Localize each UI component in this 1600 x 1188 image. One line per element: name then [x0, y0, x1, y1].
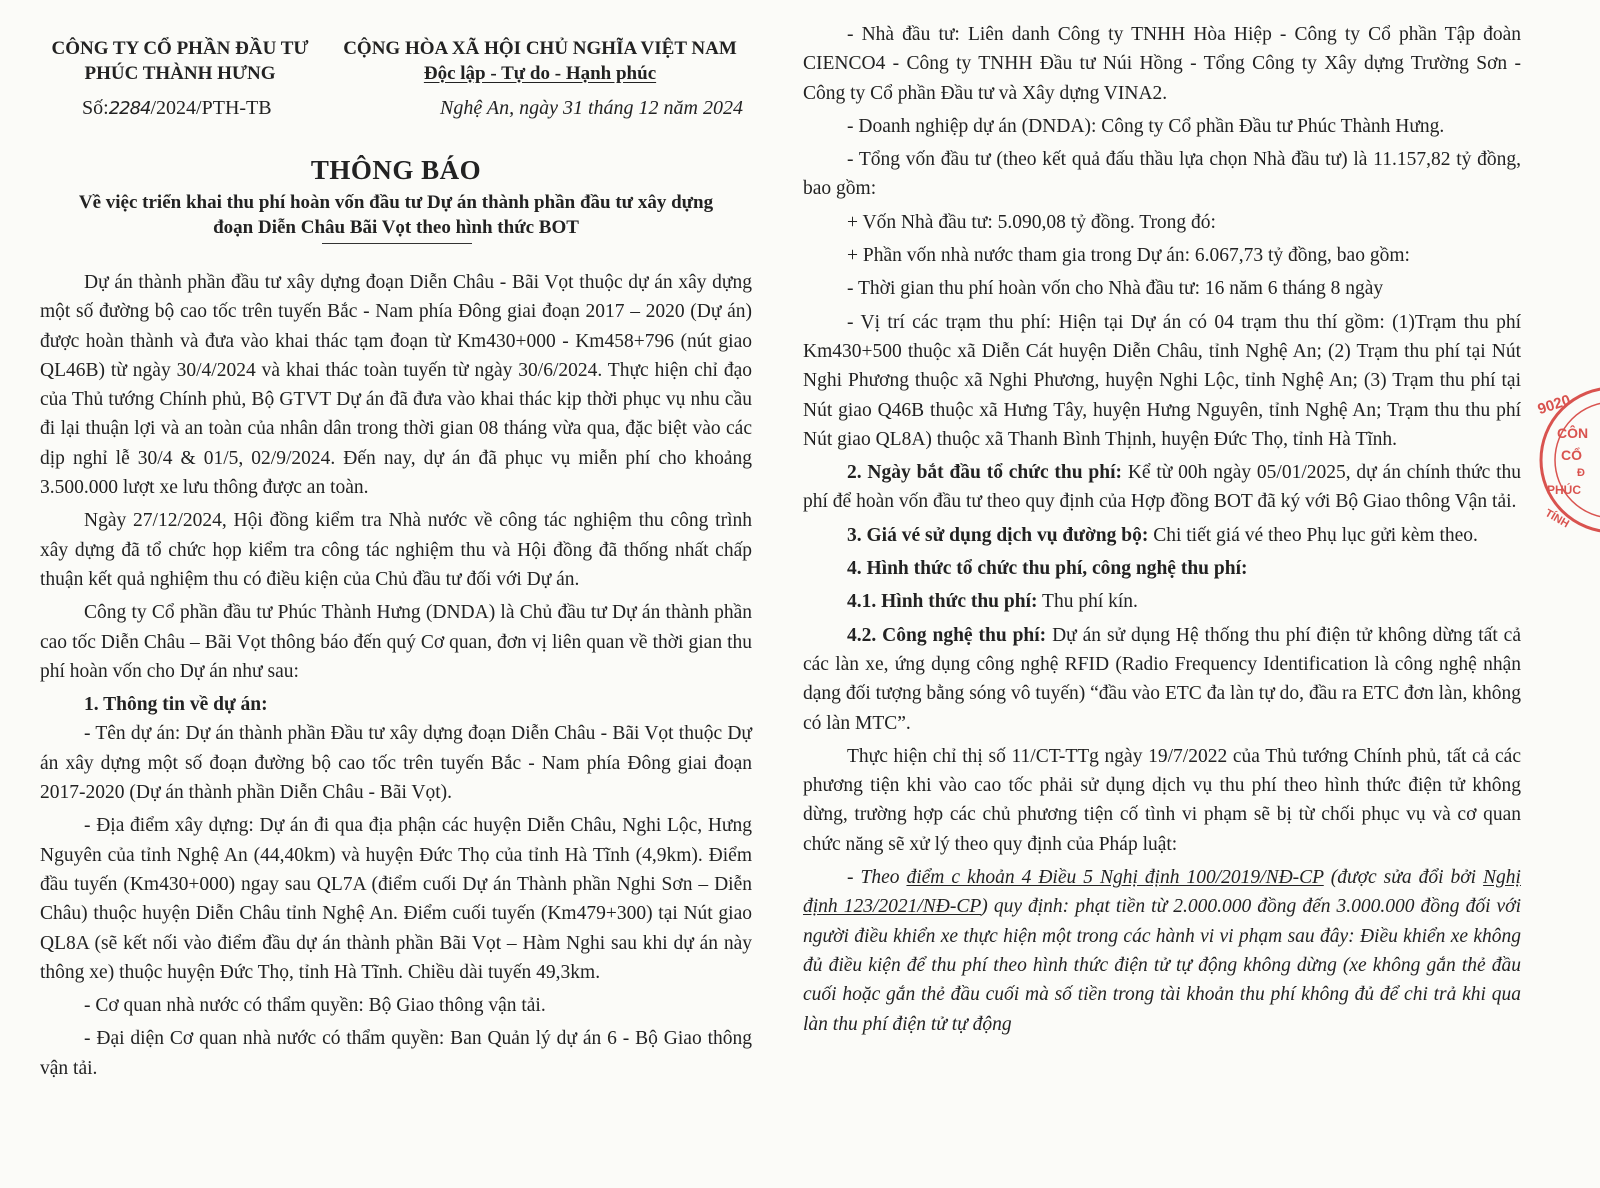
section-4-1	[803, 587, 1521, 616]
section-heading: 4.2. Công nghệ thu phí:	[847, 624, 1047, 646]
quote-prefix: - Theo	[847, 867, 907, 889]
subtitle-line-2: đoạn Diễn Châu Bãi Vọt theo hình thức BOT	[213, 217, 579, 238]
list-item: - Cơ quan nhà nước có thẩm quyền: Bộ Giao thông vận tải.	[84, 995, 546, 1017]
legal-reference: điểm c khoản 4 Điều 5 Nghị định 100/2019/NĐ-CP	[906, 867, 1324, 889]
list-item: - Đại diện Cơ quan nhà nước có thẩm quyền: Ban Quản lý dự án 6 - Bộ Giao thông vận tải.	[40, 1028, 752, 1079]
stamp-text: TÍNH	[1542, 507, 1572, 531]
paragraph: Ngày 27/12/2024, Hội đồng kiểm tra Nhà nước về công tác nghiệm thu công trình xây dựng đã tổ chức họp kiểm tra công tác nghiệm thu và Hội đồng đã thống nhất chấp thuận kết quả nghiệm thu có điều kiện của Chủ đầu tư đối với Dự án.	[40, 510, 752, 590]
list-item: - Thời gian thu phí hoàn vốn cho Nhà đầu tư: 16 năm 6 tháng 8 ngày	[847, 278, 1384, 300]
section-text: Dự án sử dụng Hệ thống thu phí điện tử không dừng tất cả các làn xe, ứng dụng công nghệ RFID (Radio Frequency Identification là công nghệ nhận dạng đối tượng bằng sóng vô tuyến) “đầu vào ETC đa làn tự do, đầu ra ETC đơn làn, không có làn MTC”.	[803, 624, 1521, 734]
subtitle-underline	[322, 243, 472, 244]
stamp-text: CÔN	[1557, 425, 1589, 441]
quote-rest: ) quy định: phạt tiền từ 2.000.000 đồng đến 3.000.000 đồng đối với người điều khiển xe thực hiện một trong các hành vi vi phạm sau đây: Điều khiển xe không đủ điều kiện để thu phí theo hình thức điện tử tự động không dừng (xe không gắn thẻ đầu cuối hoặc gắn thẻ đầu cuối mà số tiền trong tài khoản thu phí không đủ để chi trả khi qua làn thu phí điện tử tự động	[803, 896, 1521, 1035]
section-2	[803, 458, 1521, 517]
list-item: - Tổng vốn đầu tư (theo kết quả đấu thầu lựa chọn Nhà đầu tư) là 11.157,82 tỷ đồng, bao gồm:	[803, 149, 1521, 200]
section-4-2	[803, 621, 1521, 738]
section-3	[803, 521, 1521, 550]
list-item: + Vốn Nhà đầu tư: 5.090,08 tỷ đồng. Trong đó:	[847, 211, 1216, 233]
section-heading: 3. Giá vé sử dụng dịch vụ đường bộ:	[847, 524, 1149, 546]
section-text: Kể từ 00h ngày 05/01/2025, dự án chính thức thu phí để hoàn vốn đầu tư theo quy định của Hợp đồng BOT đã ký với Bộ Giao thông Vận tải.	[803, 462, 1522, 513]
company-stamp	[1533, 380, 1600, 540]
doc-number-handwritten: 2284	[108, 98, 151, 119]
company-header	[40, 36, 320, 86]
stamp-text: CỔ	[1561, 447, 1582, 463]
paragraph: Thực hiện chỉ thị số 11/CT-TTg ngày 19/7/2022 của Thủ tướng Chính phủ, tất cả các phương tiện khi vào cao tốc phải sử dụng dịch vụ thu phí theo hình thức điện tử không dừng, trường hợp các chủ phương tiện cố tình vi phạm sẽ bị từ chối phục vụ và cơ quan chức năng sẽ xử lý theo quy định của Pháp luật:	[803, 745, 1521, 855]
list-item: - Tên dự án: Dự án thành phần Đầu tư xây dựng đoạn Diễn Châu - Bãi Vọt thuộc Dự án xây dựng một số đoạn đường bộ cao tốc trên tuyến Bắc - Nam phía Đông giai đoạn 2017-2020 (Dự án thành phần Diễn Châu - Bãi Vọt).	[40, 723, 752, 804]
document-subtitle	[40, 190, 752, 240]
republic-name: CỘNG HÒA XÃ HỘI CHỦ NGHĨA VIỆT NAM	[343, 38, 737, 59]
section-text: Chi tiết giá vé theo Phụ lục gửi kèm theo.	[1148, 524, 1478, 546]
stamp-text: PHÚC	[1547, 483, 1582, 497]
paragraph: Công ty Cổ phần đầu tư Phúc Thành Hưng (DNDA) là Chủ đầu tư Dự án thành phần cao tốc Diễn Châu – Bãi Vọt thông báo đến quý Cơ quan, đơn vị liên quan về thời gian thu phí hoàn vốn cho Dự án như sau:	[40, 602, 752, 682]
list-item: - Vị trí các trạm thu phí: Hiện tại Dự án có 04 trạm thu thí gồm: (1)Trạm thu phí Km430+500 thuộc xã Diễn Cát huyện Diễn Châu, tỉnh Nghệ An; (2) Trạm thu phí tại Nút Nghi Phương thuộc xã Nghi Phương, huyện Nghi Lộc, tỉnh Nghệ An; (3) Trạm thu phí tại Nút giao Q46B thuộc xã Hưng Tây, huyện Hưng Nguyên, tỉnh Nghệ An; Trạm thu thu phí Nút giao QL8A) thuộc xã Thanh Bình Thịnh, huyện Đức Thọ, tỉnh Hà Tĩnh.	[803, 311, 1521, 450]
doc-number-suffix: /2024/PTH-TB	[150, 97, 272, 119]
legal-quote	[803, 863, 1521, 1039]
section-text: Thu phí kín.	[1037, 591, 1138, 613]
list-item: - Nhà đầu tư: Liên danh Công ty TNHH Hòa Hiệp - Công ty Cổ phần Tập đoàn CIENCO4 - Công ty TNHH Đầu tư Núi Hồng - Tổng Công ty Xây dựng Trường Sơn - Công ty Cổ phần Đầu tư và Xây dựng VINA2.	[803, 24, 1521, 104]
document-number	[82, 97, 272, 120]
list-item: - Doanh nghiệp dự án (DNDA): Công ty Cổ phần Đầu tư Phúc Thành Hưng.	[847, 115, 1445, 137]
list-item: + Phần vốn nhà nước tham gia trong Dự án: 6.067,73 tỷ đồng, bao gồm:	[847, 245, 1410, 267]
section-heading: 4.1. Hình thức thu phí:	[847, 591, 1038, 613]
subtitle-line-1: Về việc triển khai thu phí hoàn vốn đầu tư Dự án thành phần đầu tư xây dựng	[78, 192, 714, 213]
section-heading: 4. Hình thức tổ chức thu phí, công nghệ thu phí:	[847, 558, 1248, 580]
quote-mid: (được sửa đổi bởi	[1323, 867, 1484, 889]
stamp-text: Đ	[1577, 467, 1585, 479]
left-body	[40, 268, 752, 1083]
company-line-1: CÔNG TY CỔ PHẦN ĐẦU TƯ	[51, 38, 309, 59]
document-date: Nghệ An, ngày 31 tháng 12 năm 2024	[440, 97, 743, 119]
national-motto: Độc lập - Tự do - Hạnh phúc	[423, 63, 657, 84]
document-title: THÔNG BÁO	[310, 155, 482, 185]
right-body	[803, 20, 1521, 1039]
doc-number-prefix: Số:	[82, 97, 109, 119]
paragraph: Dự án thành phần đầu tư xây dựng đoạn Diễn Châu - Bãi Vọt thuộc dự án xây dựng một số đường bộ cao tốc trên tuyến Bắc - Nam phía Đông giai đoạn 2017 – 2020 (Dự án) được hoàn thành và đưa vào khai thác tạm đoạn từ Km430+000 - Km458+796 (nút giao QL46B) từ ngày 30/4/2024 và khai thác toàn tuyến từ ngày 30/6/2024. Thực hiện chỉ đạo của Thủ tướng Chính phủ, Bộ GTVT Dự án đã đưa vào khai thác kịp thời phục vụ nhu cầu đi lại thuận lợi và an toàn của nhân dân trong thời gian 08 tháng vừa qua, đặc biệt vào các dịp nghỉ lễ 30/4 & 01/5, 02/9/2024. Đến nay, dự án đã phục vụ miễn phí cho khoảng 3.500.000 lượt xe lưu thông được an toàn.	[40, 272, 752, 499]
republic-header	[330, 36, 750, 86]
company-line-2: PHÚC THÀNH HƯNG	[84, 63, 276, 84]
section-heading: 1. Thông tin về dự án:	[84, 694, 268, 716]
section-heading: 2. Ngày bắt đầu tổ chức thu phí:	[847, 462, 1123, 484]
legal-reference: Nghị định 123/2021/NĐ-CP	[803, 867, 1521, 918]
list-item: - Địa điểm xây dựng: Dự án đi qua địa phận các huyện Diễn Châu, Nghi Lộc, Hưng Nguyên của tỉnh Nghệ An (44,40km) và huyện Đức Thọ của tỉnh Hà Tĩnh (4,9km). Điểm đầu tuyến (Km430+000) ngay sau QL7A (điểm cuối Dự án Thành phần Nghi Sơn – Diễn Châu) thuộc huyện Diễn Châu tỉnh Nghệ An. Điểm cuối tuyến (Km479+300) tại Nút giao QL8A (sẽ kết nối vào điểm đầu dự án thành phần Bãi Vọt – Hàm Nghi sau khi dự án này thông xe) thuộc huyện Đức Thọ, tỉnh Hà Tĩnh. Chiều dài tuyến 49,3km.	[40, 815, 752, 983]
stamp-text: 9020	[1535, 391, 1573, 419]
